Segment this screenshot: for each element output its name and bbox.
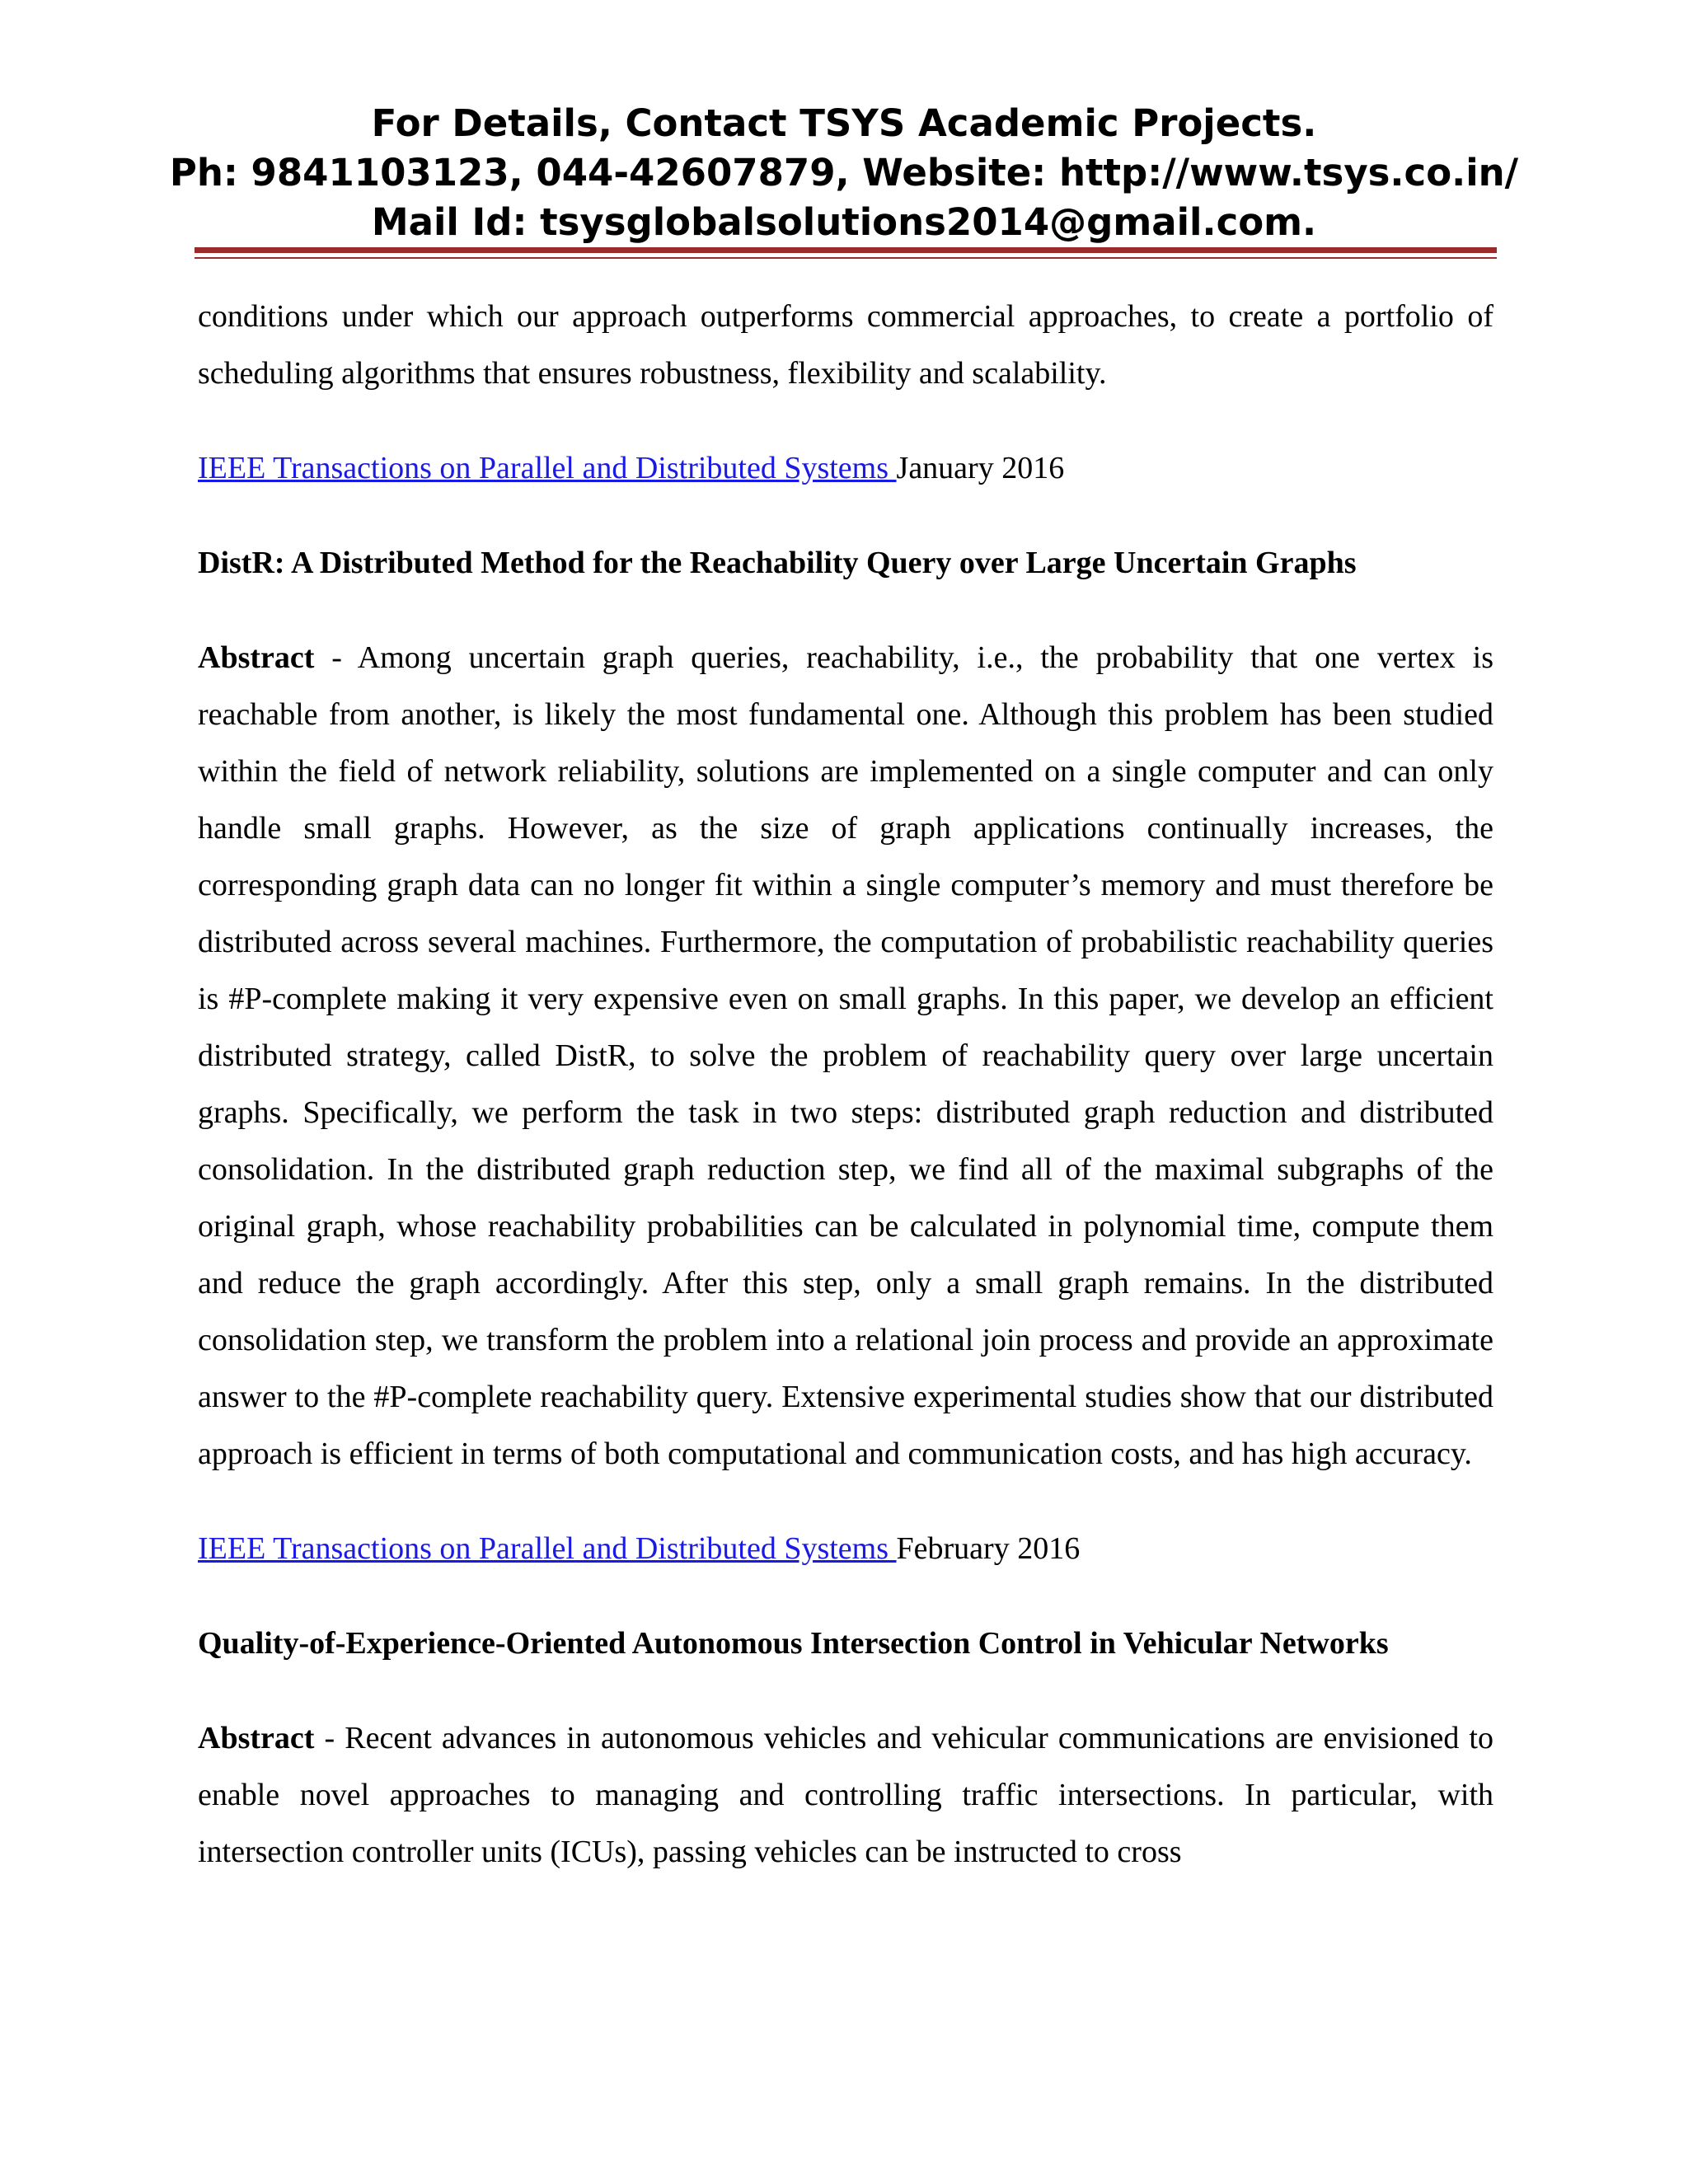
- journal-line-1: [198, 440, 1493, 497]
- paper-title-1: DistR: A Distributed Method for the Reachability Query over Large Uncertain Graphs: [198, 546, 1357, 580]
- abstract-paragraph-1: [198, 630, 1493, 1483]
- intro-paragraph: conditions under which our approach outperforms commercial approaches, to create a portfolio of scheduling algorithms that ensures robustness, flexibility and scalability.: [198, 299, 1493, 391]
- abstract-text-2: - Recent advances in autonomous vehicles and vehicular communications are envisioned to enable novel approaches to managing and controlling traffic intersections. In particular, with intersection controller units (ICUs), passing vehicles can be instructed to cross: [198, 1721, 1493, 1869]
- header-rule-thick: [195, 247, 1497, 253]
- journal-date-1: January 2016: [896, 451, 1065, 485]
- header-rule-thin: [195, 257, 1497, 259]
- document-body: [198, 288, 1493, 1881]
- journal-line-2: [198, 1521, 1493, 1577]
- contact-header: [0, 99, 1688, 247]
- abstract-paragraph-2: [198, 1710, 1493, 1881]
- abstract-label-1: Abstract: [198, 640, 315, 675]
- abstract-text-1: - Among uncertain graph queries, reachability, i.e., the probability that one vertex is reachable from another, is likely the most fundamental one. Although this problem has been studied within the field of network reliability, solutions are implemented on a single computer and can only handle small graphs. However, as the size of graph applications continually increases, the corresponding graph data can no longer fit within a single computer’s memory and must therefore be distributed across several machines. Furthermore, the computation of probabilistic reachability queries is #P-complete making it very expensive even on small graphs. In this paper, we develop an efficient distributed strategy, called DistR, to solve the problem of reachability query over large uncertain graphs. Specifically, we perform the task in two steps: distributed graph reduction and distributed consolidation. In the distributed graph reduction step, we find all of the maximal subgraphs of the original graph, whose reachability probabilities can be calculated in polynomial time, compute them and reduce the graph accordingly. After this step, only a small graph remains. In the distributed consolidation step, we transform the problem into a relational join process and provide an approximate answer to the #P-complete reachability query. Extensive experimental studies show that our distributed approach is efficient in terms of both computational and communication costs, and has high accuracy.: [198, 640, 1493, 1471]
- paper-title-2: Quality-of-Experience-Oriented Autonomous Intersection Control in Vehicular Networks: [198, 1626, 1389, 1661]
- journal-link-2[interactable]: IEEE Transactions on Parallel and Distributed Systems: [198, 1531, 897, 1566]
- header-line-2: Ph: 9841103123, 044-42607879, Website: http://www.tsys.co.in/: [169, 151, 1519, 194]
- journal-date-2: February 2016: [896, 1531, 1081, 1566]
- abstract-label-2: Abstract: [198, 1721, 315, 1755]
- journal-link-1[interactable]: IEEE Transactions on Parallel and Distributed Systems: [198, 451, 897, 485]
- header-line-1: For Details, Contact TSYS Academic Projects.: [371, 101, 1317, 145]
- header-line-3: Mail Id: tsysglobalsolutions2014@gmail.com.: [371, 200, 1317, 244]
